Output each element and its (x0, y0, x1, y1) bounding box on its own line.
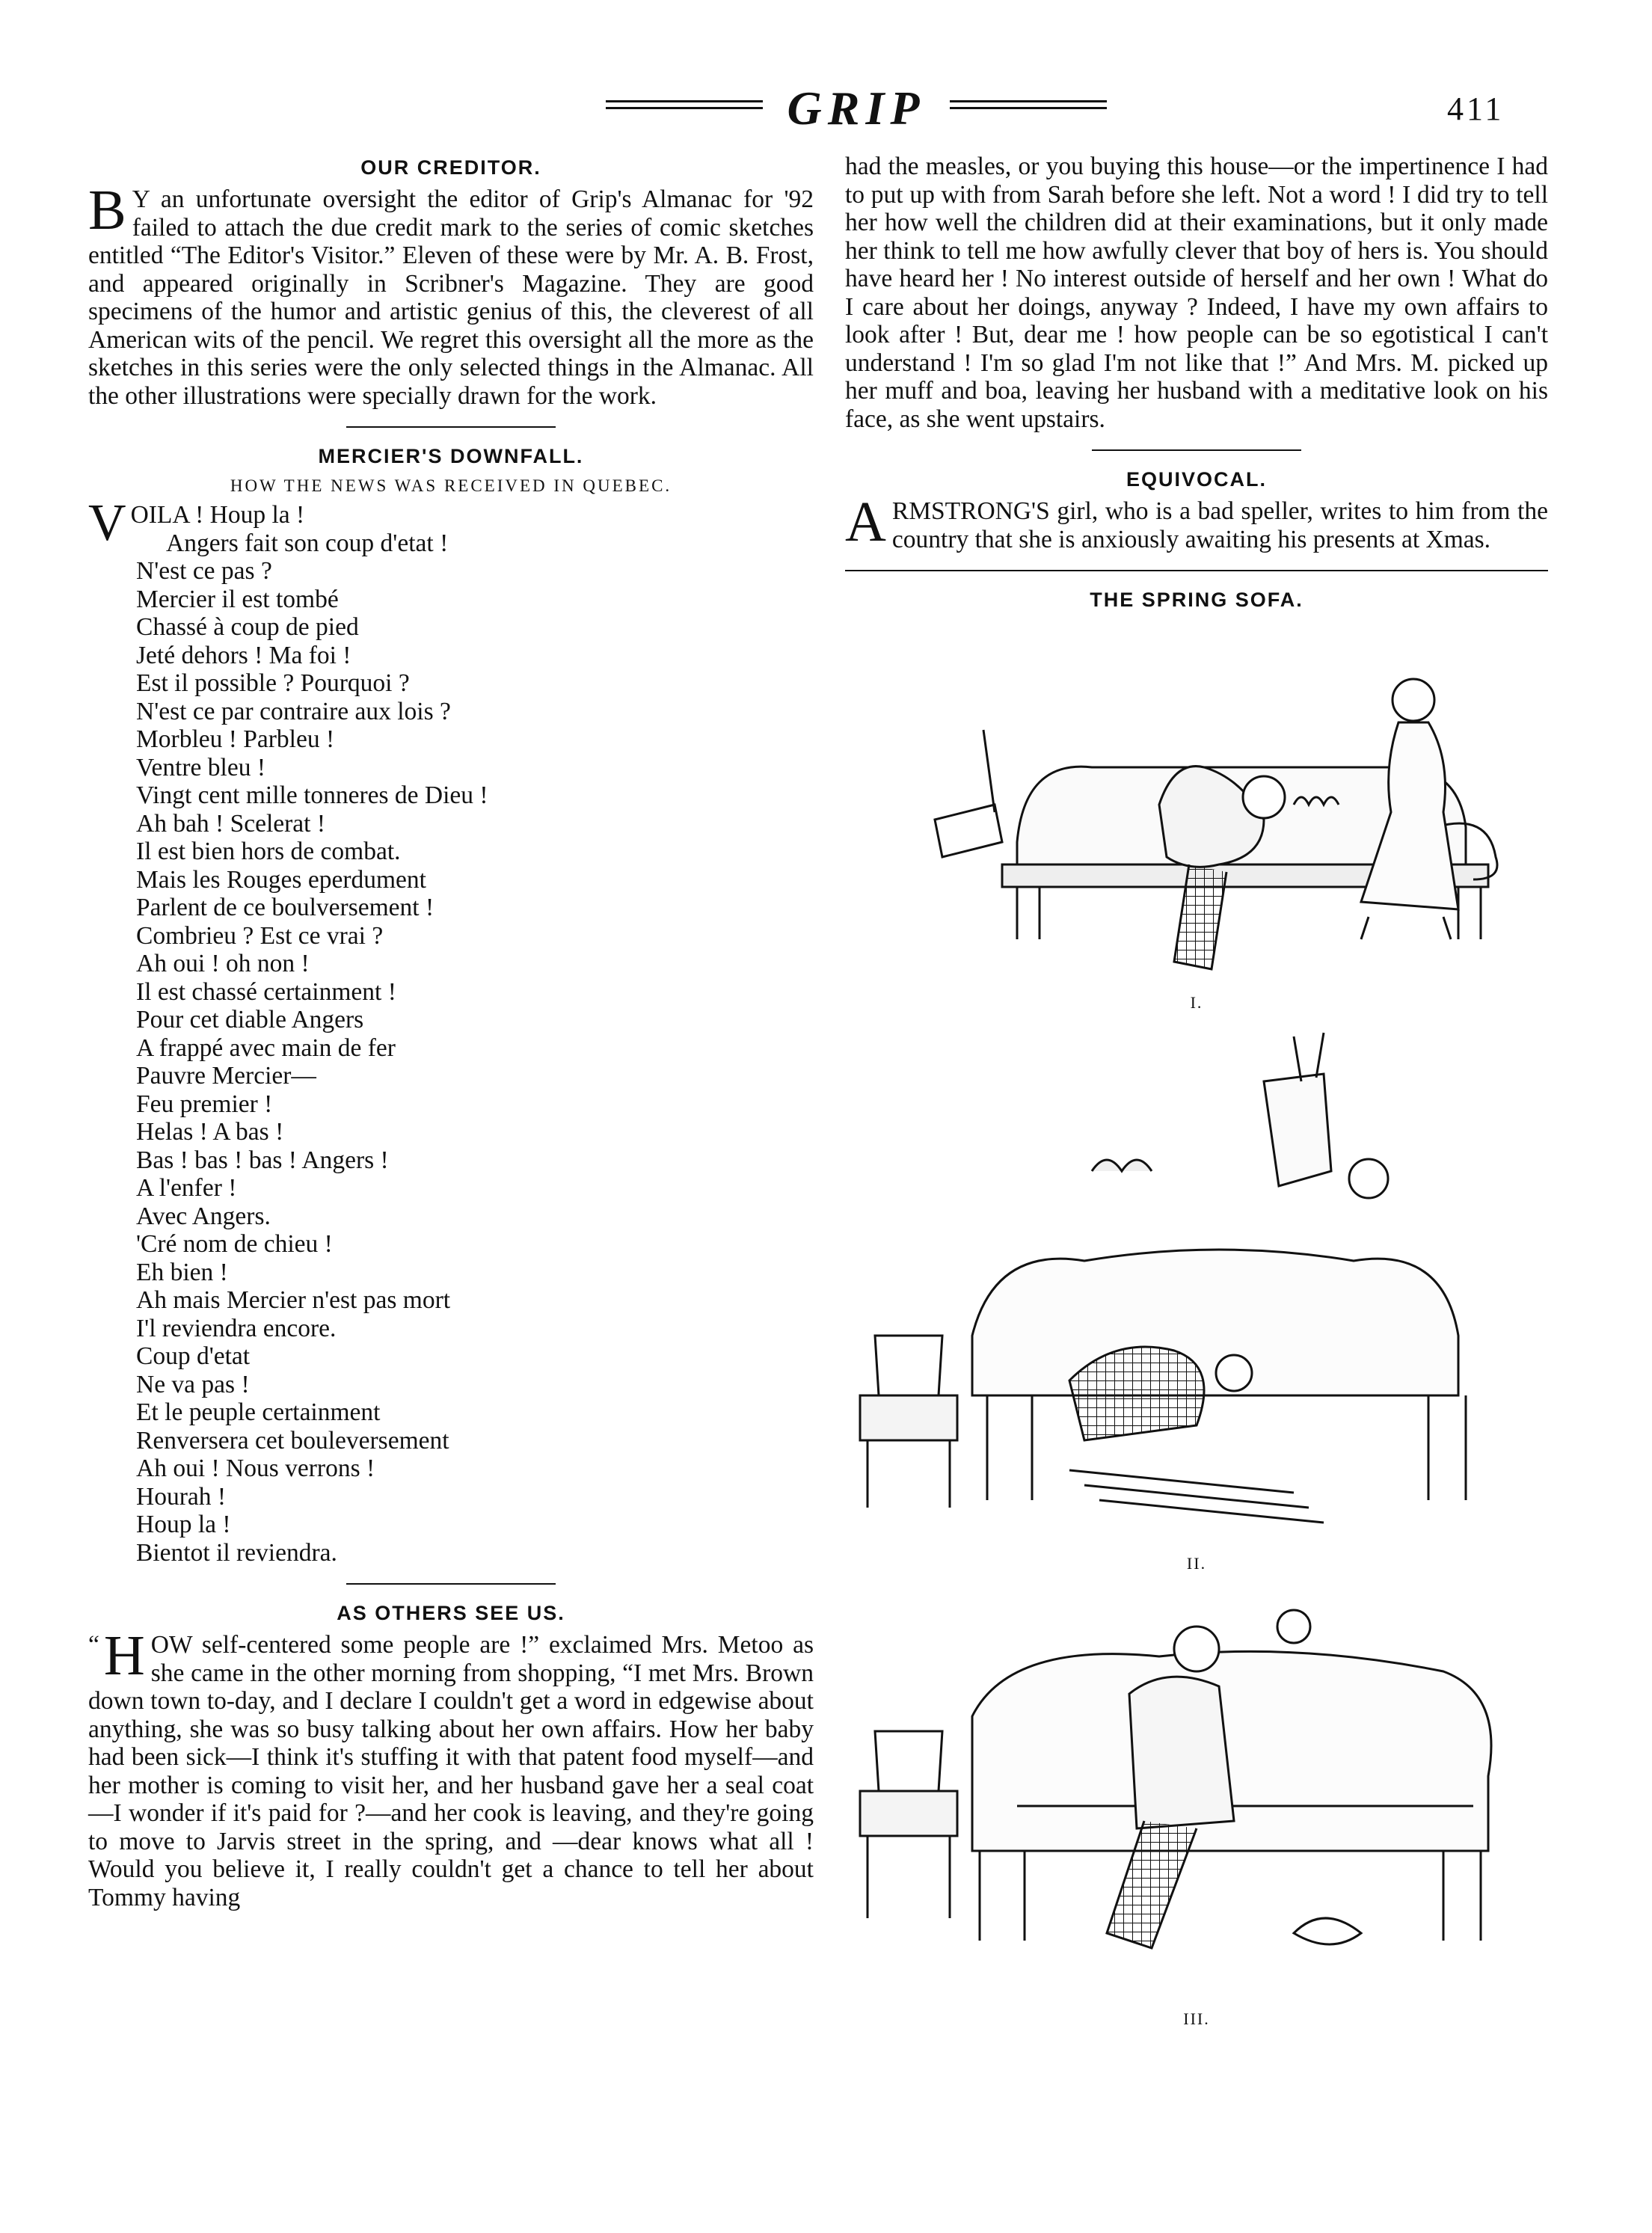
others-paragraph (88, 1624, 814, 1911)
poem-line: Renversera cet bouleversement (136, 1426, 449, 1455)
poem-line: Hourah ! (136, 1482, 226, 1511)
poem-line: Et le peuple certainment (136, 1398, 381, 1426)
poem-line: Jeté dehors ! Ma foi ! (136, 641, 351, 669)
others-continuation: had the measles, or you buying this house—or the impertinence I had to put up with from Sarah before she left. Not a word ! I did try to tell her how well the children did at their examinations, but it only made her think to tell me how awfully clever that boy of hers is. You should have heard her ! No interest outside of herself and her own ! What do I care about her doings, anyway ? Indeed, I have my own affairs to look after ! But, dear me ! how people can be so egotistical I can't understand ! I'm so glad I'm not like that !” And Mrs. M. picked up her muff and boa, leaving her husband with a meditative look on his face, as she went upstairs. (845, 153, 1548, 433)
subheading-merciers-downfall: HOW THE NEWS WAS RECEIVED IN QUEBEC. (230, 476, 672, 495)
section-divider (346, 426, 556, 428)
poem-line: Eh bien ! (136, 1258, 228, 1286)
poem-line: Feu premier ! (136, 1090, 273, 1118)
section-divider (1092, 449, 1301, 451)
poem-line: Combrieu ? Est ce vrai ? (136, 921, 384, 950)
open-quote: “ (88, 1631, 99, 1659)
equivocal-paragraph (845, 491, 1548, 553)
section-divider (346, 1583, 556, 1585)
masthead-rule-right (950, 100, 1107, 109)
caption-panel-1: I. (1190, 993, 1203, 1012)
heading-spring-sofa: THE SPRING SOFA. (1090, 589, 1304, 611)
creditor-paragraph (88, 179, 814, 410)
right-column (845, 153, 1548, 2038)
poem-line: Bientot il reviendra. (136, 1538, 337, 1567)
poem-line: Pauvre Mercier— (136, 1062, 316, 1090)
others-text: OW self-centered some people are !” exclaimed Mrs. Metoo as she came in the other morning from shopping, “I met Mrs. Brown down town to-day, and I declare I couldn't get a word in edgewise about anything, she was so busy talking about her own affairs. How her baby had been sick—I think it's stuffing it with that patent food myself—and her mother is coming to visit her, and her husband gave her a seal coat—I wonder if it's paid for ?—and her cook is leaving, and they're going to move to Jarvis street in the spring, and —dear knows what all ! Would you believe it, I really couldn't get a chance to tell her about Tommy having (88, 1631, 814, 1911)
heading-equivocal: EQUIVOCAL. (1126, 468, 1267, 491)
poem-line: Mercier il est tombé (136, 585, 339, 613)
heading-as-others-see-us: AS OTHERS SEE US. (337, 1602, 565, 1624)
masthead-title: GRIP (787, 82, 926, 135)
poem-line: Ne va pas ! (136, 1370, 250, 1398)
poem-line: Pour cet diable Angers (136, 1006, 364, 1033)
poem-line: A l'enfer ! (136, 1174, 237, 1202)
poem-line: Il est bien hors de combat. (136, 838, 401, 865)
poem-line: N'est ce pas ? (136, 557, 272, 585)
article-merciers-downfall (88, 441, 814, 1567)
dropcap-equivocal: A (845, 491, 886, 553)
poem-line: Avec Angers. (136, 1202, 271, 1230)
dropcap-others: H (103, 1624, 145, 1687)
poem-line: Vingt cent mille tonneres de Dieu ! (136, 781, 488, 809)
poem-line: Parlent de ce boulversement ! (136, 894, 435, 921)
dropcap-creditor: B (88, 179, 126, 242)
equivocal-text: RMSTRONG'S girl, who is a bad speller, writes to him from the country that she is anxiously awaiting his presents at Xmas. (891, 497, 1548, 553)
poem-line: Coup d'etat (136, 1342, 251, 1370)
poem-line: Ah oui ! Nous verrons ! (136, 1455, 375, 1482)
article-equivocal (845, 464, 1548, 553)
poem-line: Angers fait son coup d'etat ! (166, 529, 449, 557)
masthead-rule-left (606, 100, 763, 109)
caption-panel-3: III. (1183, 2009, 1210, 2028)
heading-our-creditor: OUR CREDITOR. (360, 156, 541, 179)
poem-line: Il est chassé certainment ! (136, 977, 396, 1006)
cartoon-illustration-1 (845, 618, 1548, 984)
poem-line: Houp la ! (136, 1511, 231, 1538)
poem-line: N'est ce par contraire aux lois ? (136, 697, 451, 725)
poem-line: I'l reviendra encore. (136, 1314, 337, 1342)
cartoon-panel-1 (845, 618, 1548, 1017)
cartoon-illustration-2 (845, 1022, 1548, 1545)
poem-line: Helas ! A bas ! (136, 1118, 284, 1146)
article-spring-sofa (845, 585, 1548, 2033)
poem-line: Chassé à coup de pied (136, 613, 359, 641)
poem-line: A frappé avec main de fer (136, 1033, 396, 1062)
page-number: 411 (1447, 90, 1505, 127)
section-divider-long (845, 570, 1548, 571)
poem (88, 494, 814, 1567)
cartoon-illustration-3 (845, 1582, 1548, 2000)
poem-line: Bas ! bas ! bas ! Angers ! (136, 1146, 389, 1174)
poem-line: Ventre bleu ! (136, 753, 266, 781)
poem-line: 'Cré nom de chieu ! (136, 1230, 333, 1258)
cartoon-panel-2 (845, 1022, 1548, 1578)
poem-line: Ah oui ! oh non ! (136, 950, 310, 977)
poem-line: VOILA ! Houp la ! (88, 494, 305, 552)
poem-line: Morbleu ! Parbleu ! (136, 725, 335, 753)
dropcap-mercier: V (88, 494, 126, 552)
article-as-others-see-us (88, 1598, 814, 1911)
poem-line: Ah mais Mercier n'est pas mort (136, 1286, 451, 1314)
poem-line: Mais les Rouges eperdument (136, 865, 426, 894)
article-our-creditor (88, 153, 814, 410)
masthead (598, 81, 1114, 136)
poem-line: Ah bah ! Scelerat ! (136, 809, 326, 838)
cartoon-panel-3 (845, 1582, 1548, 2033)
caption-panel-2: II. (1186, 1553, 1207, 1573)
left-column (88, 153, 814, 1911)
poem-line: Est il possible ? Pourquoi ? (136, 669, 410, 697)
heading-merciers-downfall: MERCIER'S DOWNFALL. (318, 445, 584, 467)
creditor-text: Y an unfortunate oversight the editor of Grip's Almanac for '92 failed to attach the due credit mark to the series of comic sketches entitled “The Editor's Visitor.” Eleven of these were by Mr. A. B. Frost, and appeared originally in Scribner's Magazine. They are good specimens of the humor and artistic genius of this, the cleverest of all American wits of the pencil. We regret this oversight all the more as the sketches in this series were the only selected things in the Almanac. All the other illustrations were specially drawn for the work. (88, 185, 814, 410)
